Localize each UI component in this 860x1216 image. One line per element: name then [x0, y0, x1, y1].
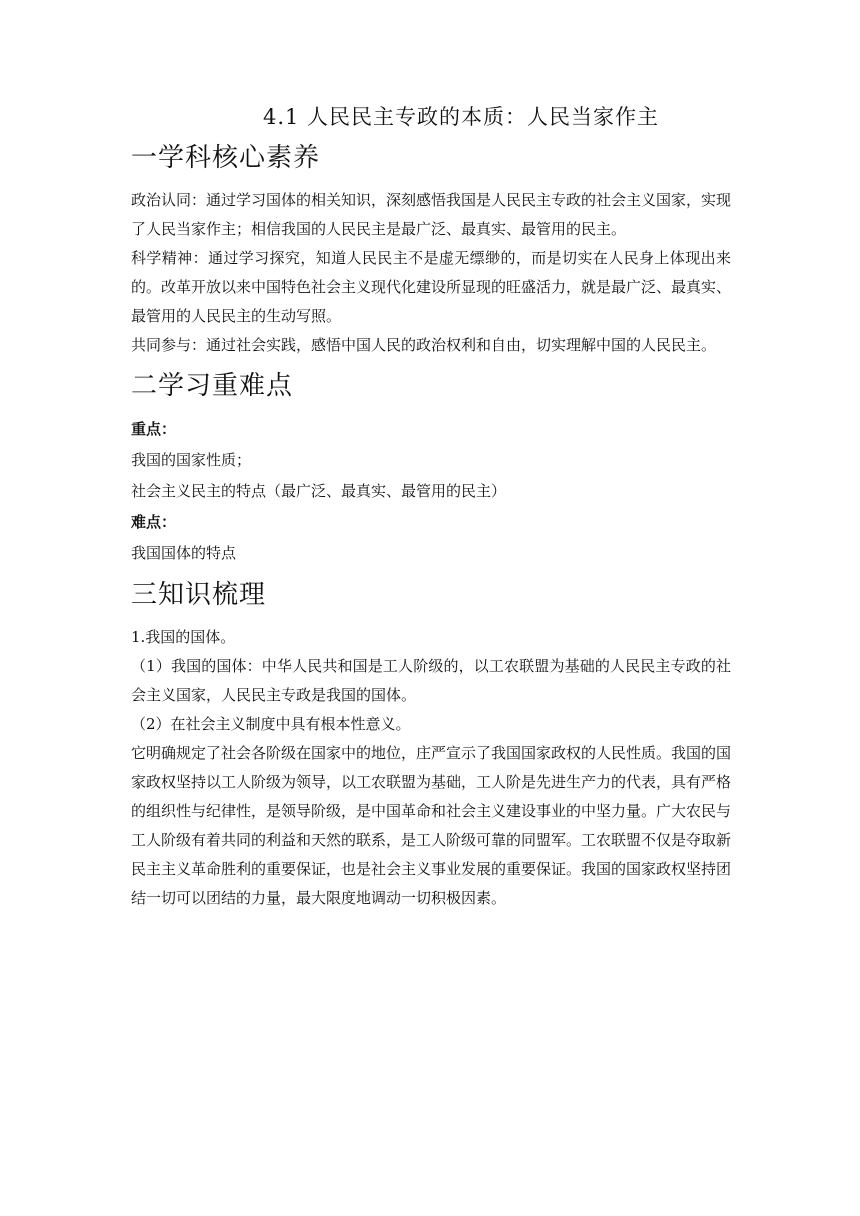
section-heading-knowledge-review: 三知识梳理 [131, 580, 267, 610]
paragraph-state-power-nature: 它明确规定了社会各阶级在国家中的地位，庄严宣示了我国国家政权的人民性质。我国的国家政权坚持以工人阶级为领导，以工农联盟为基础，工人阶是先进生产力的代表，具有严格的组织性与纪律性，是领导阶级，是中国革命和社会主义建设事业的中坚力量。广大农民与工人阶级有着共同的利益和天然的联系，是工人阶级可靠的同盟军。工农联盟不仅是夺取新民主主义革命胜利的重要保证，也是社会主义事业发展的重要保证。我国的国家政权坚持团结一切可以团结的力量，最大限度地调动一切积极因素。 [131, 744, 732, 907]
paragraph-state-system-title: 1.我国的国体。 [131, 628, 236, 646]
paragraph-fundamental-significance: （2）在社会主义制度中具有根本性意义。 [131, 715, 411, 733]
difficult-points-label: 难点： [131, 513, 177, 531]
section-heading-key-points: 二学习重难点 [131, 371, 294, 401]
paragraph-public-participation: 共同参与：通过社会实践，感悟中国人民的政治权利和自由，切实理解中国的人民民主。 [131, 336, 717, 354]
paragraph-state-system-definition: （1）我国的国体：中华人民共和国是工人阶级的，以工农联盟为基础的人民民主专政的社会主义国家，人民民主专政是我国的国体。 [131, 657, 731, 704]
section-heading-core-literacy: 一学科核心素养 [131, 143, 321, 173]
document-title: 4.1 人民民主专政的本质：人民当家作主 [262, 105, 660, 129]
key-point-item: 社会主义民主的特点（最广泛、最真实、最管用的民主） [131, 482, 507, 500]
paragraph-scientific-spirit: 科学精神：通过学习探究，知道人民民主不是虚无缥缈的，而是切实在人民身上体现出来的。改革开放以来中国特色社会主义现代化建设所显现的旺盛活力，就是最广泛、最真实、最管用的人民民主的生动写照。 [131, 249, 732, 325]
document-page [131, 100, 731, 913]
key-points-label: 重点： [131, 420, 177, 438]
paragraph-political-identity: 政治认同：通过学习国体的相关知识，深刻感悟我国是人民民主专政的社会主义国家，实现了人民当家作主；相信我国的人民民主是最广泛、最真实、最管用的民主。 [131, 191, 732, 238]
difficult-point-item: 我国国体的特点 [131, 544, 237, 562]
key-point-item: 我国的国家性质； [131, 451, 252, 469]
